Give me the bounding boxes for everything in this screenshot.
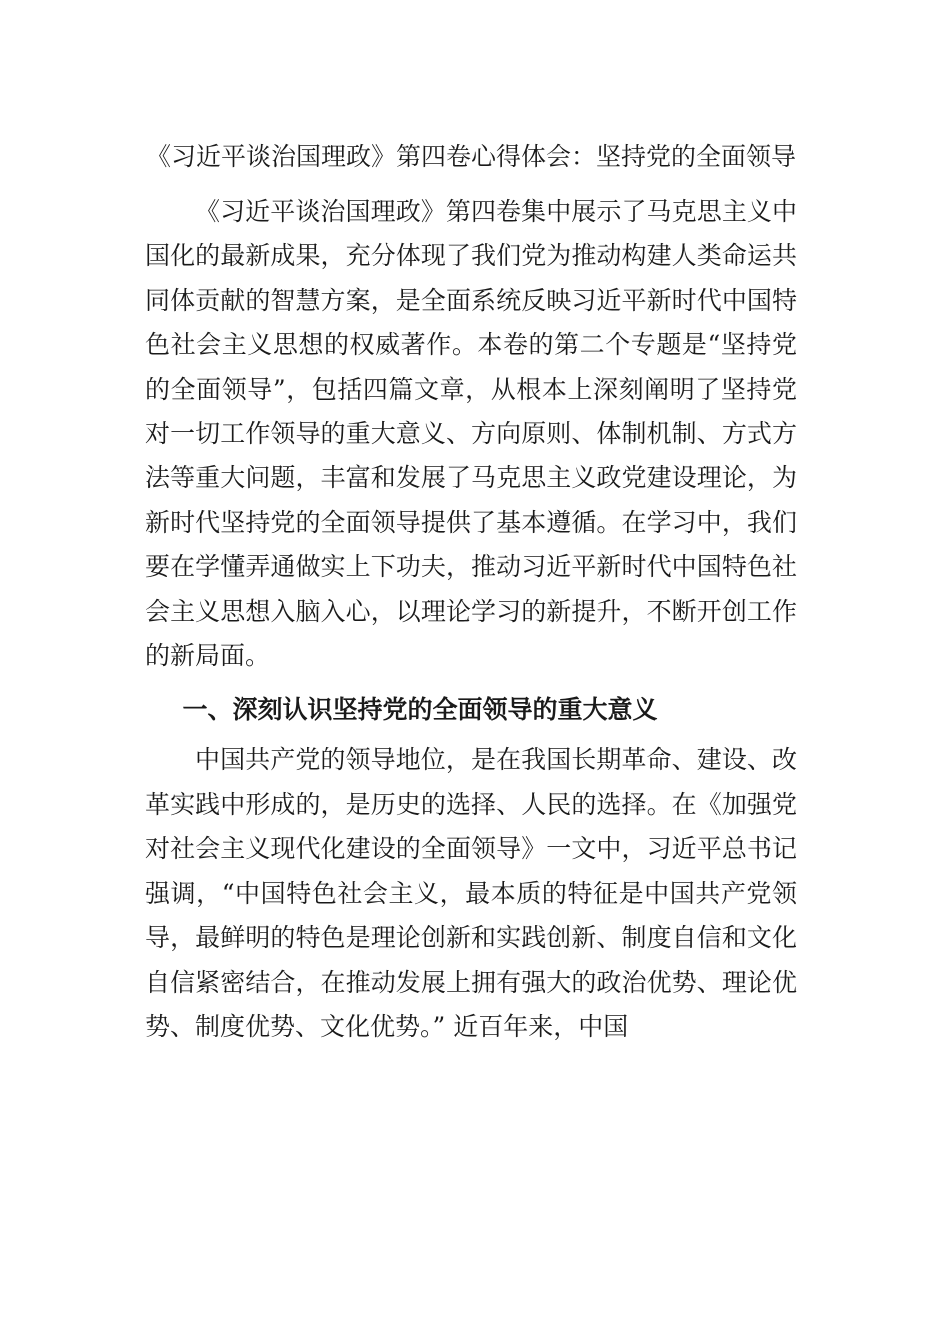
document-title: 《习近平谈治国理政》第四卷心得体会：坚持党的全面领导 xyxy=(145,142,796,171)
section-heading: 一、深刻认识坚持党的全面领导的重大意义 xyxy=(182,695,658,725)
body-paragraph: 中国共产党的领导地位，是在我国长期革命、建设、改革实践中形成的，是历史的选择、人民的选择。在《加强党对社会主义现代化建设的全面领导》一文中，习近平总书记强调，“中国特色社会主义，最本质的特征是中国共产党领导，最鲜明的特色是理论创新和实践创新、制度自信和文化自信紧密结合，在推动发展上拥有强大的政治优势、理论优势、制度优势、文化优势。” 近百年来，中国 xyxy=(145,745,797,1041)
document-page xyxy=(145,0,797,1049)
intro-paragraph: 《习近平谈治国理政》第四卷集中展示了马克思主义中国化的最新成果，充分体现了我们党为推动构建人类命运共同体贡献的智慧方案，是全面系统反映习近平新时代中国特色社会主义思想的权威著作。本卷的第二个专题是“坚持党的全面领导”，包括四篇文章，从根本上深刻阐明了坚持党对一切工作领导的重大意义、方向原则、体制机制、方式方法等重大问题，丰富和发展了马克思主义政党建设理论，为新时代坚持党的全面领导提供了基本遵循。在学习中，我们要在学懂弄通做实上下功夫，推动习近平新时代中国特色社会主义思想入脑入心，以理论学习的新提升，不断开创工作的新局面。 xyxy=(145,197,797,671)
